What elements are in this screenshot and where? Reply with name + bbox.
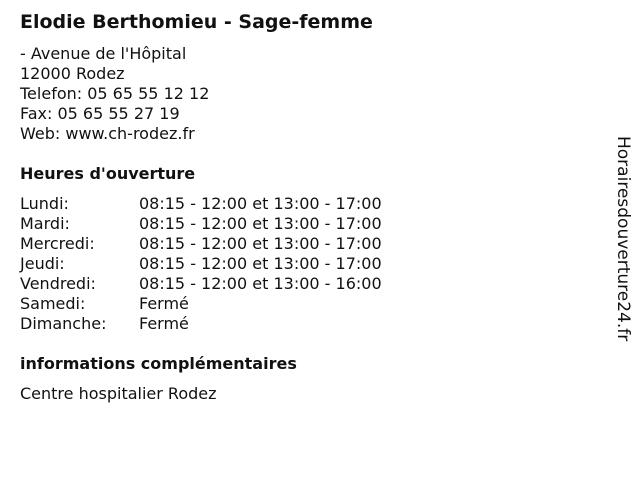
- day-hours: 08:15 - 12:00 et 13:00 - 17:00: [139, 214, 382, 233]
- watermark-container: [612, 136, 634, 376]
- additional-info-text: Centre hospitalier Rodez: [20, 384, 217, 403]
- page-title: Elodie Berthomieu - Sage-femme: [20, 11, 373, 33]
- day-label: Lundi:: [20, 194, 69, 213]
- day-hours: Fermé: [139, 314, 189, 333]
- day-hours: 08:15 - 12:00 et 13:00 - 17:00: [139, 194, 382, 213]
- day-hours: 08:15 - 12:00 et 13:00 - 17:00: [139, 254, 382, 273]
- day-hours: Fermé: [139, 294, 189, 313]
- phone-number: Telefon: 05 65 55 12 12: [20, 84, 210, 103]
- day-label: Samedi:: [20, 294, 86, 313]
- day-label: Dimanche:: [20, 314, 107, 333]
- day-hours: 08:15 - 12:00 et 13:00 - 17:00: [139, 234, 382, 253]
- website: Web: www.ch-rodez.fr: [20, 124, 195, 143]
- address-street: - Avenue de l'Hôpital: [20, 44, 187, 63]
- day-label: Vendredi:: [20, 274, 96, 293]
- day-label: Mercredi:: [20, 234, 95, 253]
- day-label: Mardi:: [20, 214, 70, 233]
- contact-block: [20, 44, 209, 144]
- day-hours: 08:15 - 12:00 et 13:00 - 16:00: [139, 274, 382, 293]
- day-label: Jeudi:: [20, 254, 65, 273]
- opening-hours-heading: Heures d'ouverture: [20, 164, 196, 183]
- site-watermark: Horairesdouverture24.fr: [613, 136, 633, 342]
- address-city: 12000 Rodez: [20, 64, 125, 83]
- fax-number: Fax: 05 65 55 27 19: [20, 104, 180, 123]
- additional-info-heading: informations complémentaires: [20, 354, 297, 373]
